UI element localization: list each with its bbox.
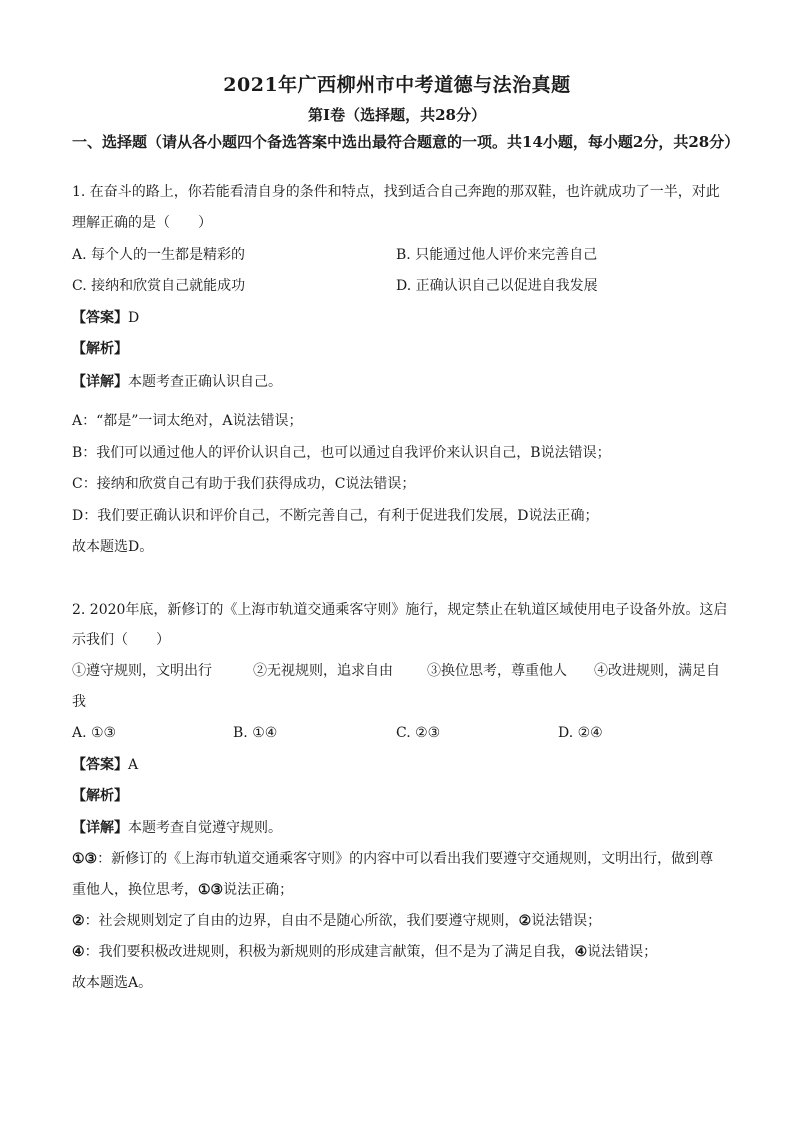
- explanation-text: 重他人，换位思考，: [72, 882, 198, 898]
- q2-explanation-13-line2: [72, 880, 293, 900]
- q1-option-d: D. 正确认识自己以促进自我发展: [396, 278, 598, 294]
- q1-explanation-d: D：我们要正确认识和评价自己，不断完善自己，有利于促进我们发展，D说法正确；: [72, 508, 599, 524]
- q1-stem-line2: 理解正确的是（ ）: [72, 215, 212, 231]
- q2-item-1: ①遵守规则，文明出行: [72, 663, 212, 679]
- explanation-text: 说法错误；: [587, 944, 658, 960]
- q1-option-c: C. 接纳和欣赏自己就能成功: [72, 278, 246, 294]
- q2-answer: [72, 755, 138, 775]
- detail-tag: 【详解】: [72, 374, 128, 390]
- q2-option-b: B. ①④: [233, 725, 278, 741]
- item-ref: ①③: [198, 882, 224, 898]
- q1-answer: [72, 308, 139, 328]
- q2-detail: [72, 818, 282, 838]
- answer-tag: 【答案】: [72, 310, 128, 326]
- item-ref: ①③: [72, 851, 98, 867]
- q2-stem-line1: 2. 2020年底，新修订的《上海市轨道交通乘客守则》施行，规定禁止在轨道区域使用电子设备外放。这启: [72, 602, 728, 618]
- detail-text: 本题考查自觉遵守规则。: [128, 820, 282, 836]
- explanation-text: ：社会规则划定了自由的边界，自由不是随心所欲，我们要遵守规则，: [84, 913, 519, 929]
- q2-item-4-continued: 我: [72, 694, 86, 710]
- q2-item-4: ④改进规则，满足自: [594, 663, 720, 679]
- answer-tag: 【答案】: [72, 757, 128, 773]
- item-ref: ②: [518, 913, 532, 929]
- q1-detail: [72, 372, 282, 392]
- q1-conclusion: 故本题选D。: [72, 539, 154, 555]
- q1-analysis-tag: 【解析】: [72, 341, 128, 357]
- q1-explanation-a: A：“都是”一词太绝对，A说法错误；: [72, 413, 303, 429]
- q2-option-a: A. ①③: [72, 725, 117, 741]
- section-heading: 一、选择题（请从各小题四个备选答案中选出最符合题意的一项。共14小题，每小题2分，共28分）: [72, 133, 740, 151]
- explanation-text: ：新修订的《上海市轨道交通乘客守则》的内容中可以看出我们要遵守交通规则，文明出行，做到尊: [97, 851, 714, 867]
- answer-value: A: [128, 757, 139, 773]
- item-ref: ④: [72, 944, 85, 960]
- q2-explanation-2: [72, 911, 601, 931]
- explanation-text: 说法错误；: [531, 913, 602, 929]
- explanation-text: ：我们要积极改进规则，积极为新规则的形成建言献策，但不是为了满足自我，: [84, 944, 575, 960]
- q1-stem-line1: 1. 在奋斗的路上，你若能看清自身的条件和特点，找到适合自己奔跑的那双鞋，也许就成功了一半，对此: [72, 184, 720, 200]
- q2-explanation-13-line1: [72, 849, 713, 869]
- detail-text: 本题考查正确认识自己。: [128, 374, 282, 390]
- q2-analysis-tag: 【解析】: [72, 788, 128, 804]
- item-ref: ②: [72, 913, 85, 929]
- q2-item-3: ③换位思考，尊重他人: [427, 663, 567, 679]
- q2-option-d: D. ②④: [558, 725, 603, 741]
- answer-value: D: [128, 310, 140, 326]
- q2-explanation-4: [72, 942, 657, 962]
- q2-stem-line2: 示我们（ ）: [72, 632, 170, 648]
- q1-explanation-b: B：我们可以通过他人的评价认识自己，也可以通过自我评价来认识自己，B说法错误；: [72, 445, 611, 461]
- q1-option-a: A. 每个人的一生都是精彩的: [72, 247, 246, 263]
- detail-tag: 【详解】: [72, 820, 128, 836]
- q2-option-c: C. ②③: [396, 725, 441, 741]
- part-heading: 第Ⅰ卷（选择题，共28分）: [308, 106, 486, 124]
- q2-conclusion: 故本题选A。: [72, 975, 153, 991]
- q2-item-2: ②无视规则，追求自由: [253, 663, 393, 679]
- q1-option-b: B. 只能通过他人评价来完善自己: [396, 247, 598, 263]
- q1-explanation-c: C：接纳和欣赏自己有助于我们获得成功，C说法错误；: [72, 476, 416, 492]
- item-ref: ④: [574, 944, 588, 960]
- explanation-text: 说法正确；: [223, 882, 294, 898]
- page-title: 2021年广西柳州市中考道德与法治真题: [223, 74, 571, 96]
